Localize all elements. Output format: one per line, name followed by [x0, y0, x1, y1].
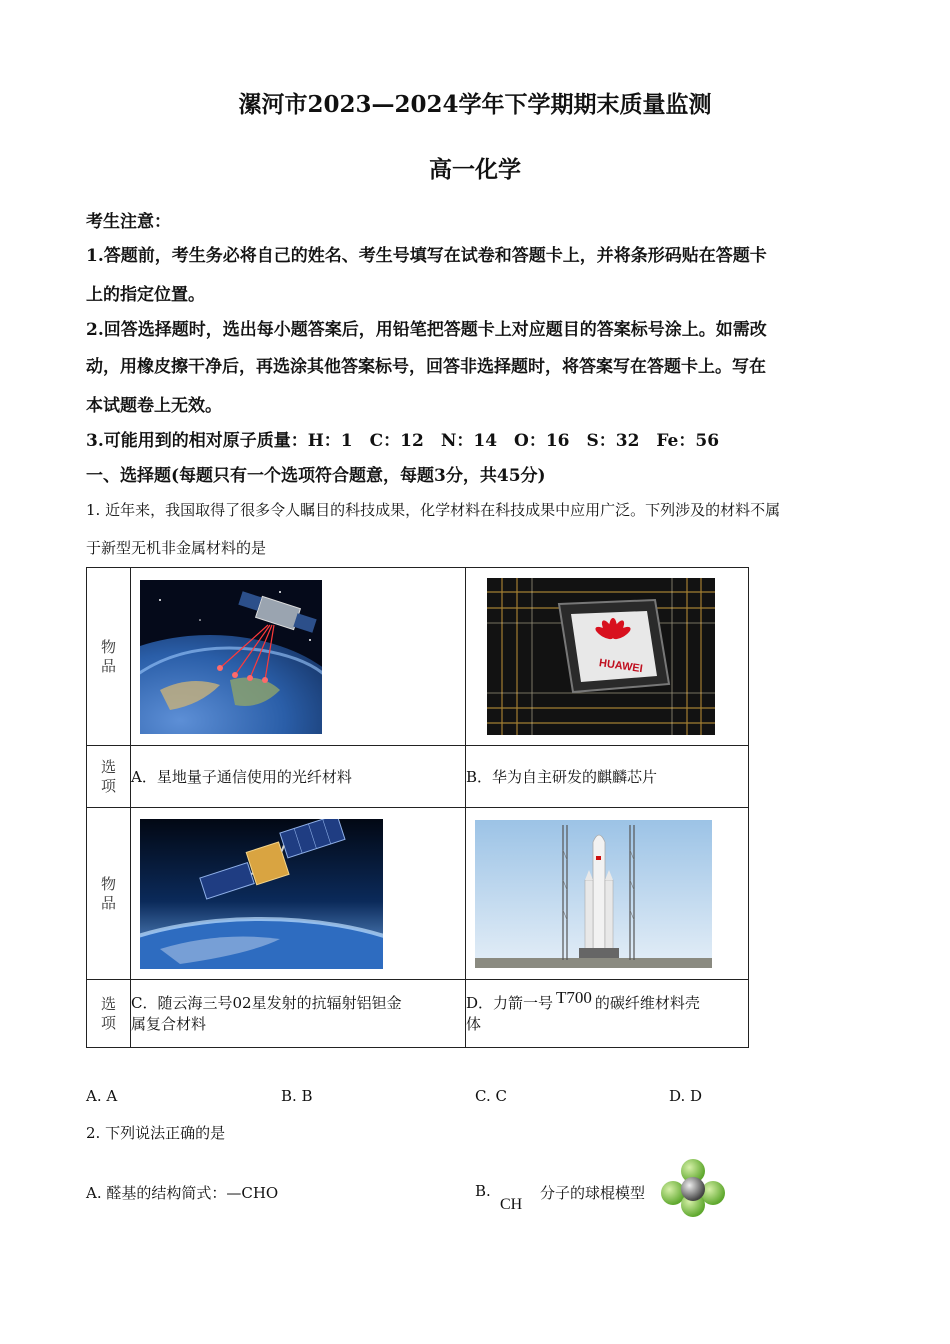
q2-option-b-text: 分子的球棍模型	[540, 1184, 646, 1202]
optC-text-line: 属复合材料	[131, 1014, 207, 1033]
optD-image-cell	[466, 808, 749, 980]
rocket-launchpad-image	[475, 820, 748, 968]
row-label-item	[87, 808, 131, 980]
optD-formula: T700	[556, 988, 592, 1007]
row-label-char: 选	[100, 757, 116, 776]
optD-suffix: 的碳纤维材料壳	[594, 994, 700, 1012]
notice-item1-line2: 上的指定位置。	[86, 285, 205, 305]
row-label-char: 物	[100, 637, 116, 656]
optC-text-line: C．随云海三号02星发射的抗辐射铝钽金	[131, 993, 402, 1012]
optD-prefix: D．力箭一号	[466, 994, 554, 1012]
section-heading: 一、选择题(每题只有一个选项符合题意，每题3分，共45分)	[86, 466, 546, 486]
satellite-earth-image	[140, 580, 465, 734]
optA-image-cell	[131, 568, 466, 746]
exam-title: 漯河市2023—2024学年下学期期末质量监测	[238, 91, 712, 118]
chip-brand-text: HUAWEI	[598, 657, 644, 676]
optA-text: A．星地量子通信使用的光纤材料	[131, 746, 466, 808]
q2-option-b-formula: CH	[500, 1196, 523, 1213]
q1-stem-line2: 于新型无机非金属材料的是	[86, 539, 267, 557]
q1-choice-a: A. A	[86, 1087, 118, 1105]
optD-text	[466, 980, 749, 1048]
row-label-char: 项	[100, 1013, 116, 1032]
optB-image-cell	[466, 568, 749, 746]
notice-item1-line1: 1.答题前，考生务必将自己的姓名、考生号填写在试卷和答题卡上，并将条形码贴在答题卡	[86, 246, 767, 266]
notice-item2-line2: 动，用橡皮擦干净后，再选涂其他答案标号，回答非选择题时，将答案写在答题卡上。写在	[86, 357, 766, 377]
optD-text-line	[466, 988, 748, 1014]
row-label-char: 物	[100, 874, 116, 893]
notice-item2-line1: 2.回答选择题时，选出每小题答案后，用铅笔把答题卡上对应题目的答案标号涂上。如需改	[86, 320, 767, 340]
satellite-orbit-image	[140, 819, 465, 969]
notice-item2-line3: 本试题卷上无效。	[86, 396, 222, 416]
notice-item3: 3.可能用到的相对原子质量：H：1 C：12 N：14 O：16 S：32 Fe：56	[86, 431, 720, 451]
huawei-chip-image	[487, 578, 748, 735]
q1-choice-d: D. D	[669, 1087, 703, 1105]
q2-stem: 2. 下列说法正确的是	[86, 1124, 226, 1142]
row-label-char: 项	[100, 776, 116, 795]
row-label-option	[87, 980, 131, 1048]
q1-options-table	[86, 567, 749, 1048]
row-label-char: 品	[100, 656, 116, 675]
optD-text-line: 体	[466, 1015, 482, 1033]
row-label-char: 品	[100, 893, 116, 912]
q2-option-a: A. 醛基的结构简式：—CHO	[86, 1184, 279, 1202]
optC-image-cell	[131, 808, 466, 980]
row-label-item	[87, 568, 131, 746]
optC-text	[131, 980, 466, 1048]
q1-choice-b: B. B	[281, 1087, 313, 1105]
subject-title: 高一化学	[429, 156, 521, 183]
notice-heading: 考生注意：	[86, 212, 171, 232]
q1-choice-c: C. C	[475, 1087, 507, 1105]
q1-stem-line1: 1. 近年来，我国取得了很多令人瞩目的科技成果，化学材料在科技成果中应用广泛。下列涉及的材料不属	[86, 501, 781, 519]
optB-text: B．华为自主研发的麒麟芯片	[466, 746, 749, 808]
row-label-option	[87, 746, 131, 808]
ball-stick-model-image	[660, 1158, 726, 1218]
q2-option-b-label: B.	[475, 1182, 491, 1200]
row-label-char: 选	[100, 994, 116, 1013]
